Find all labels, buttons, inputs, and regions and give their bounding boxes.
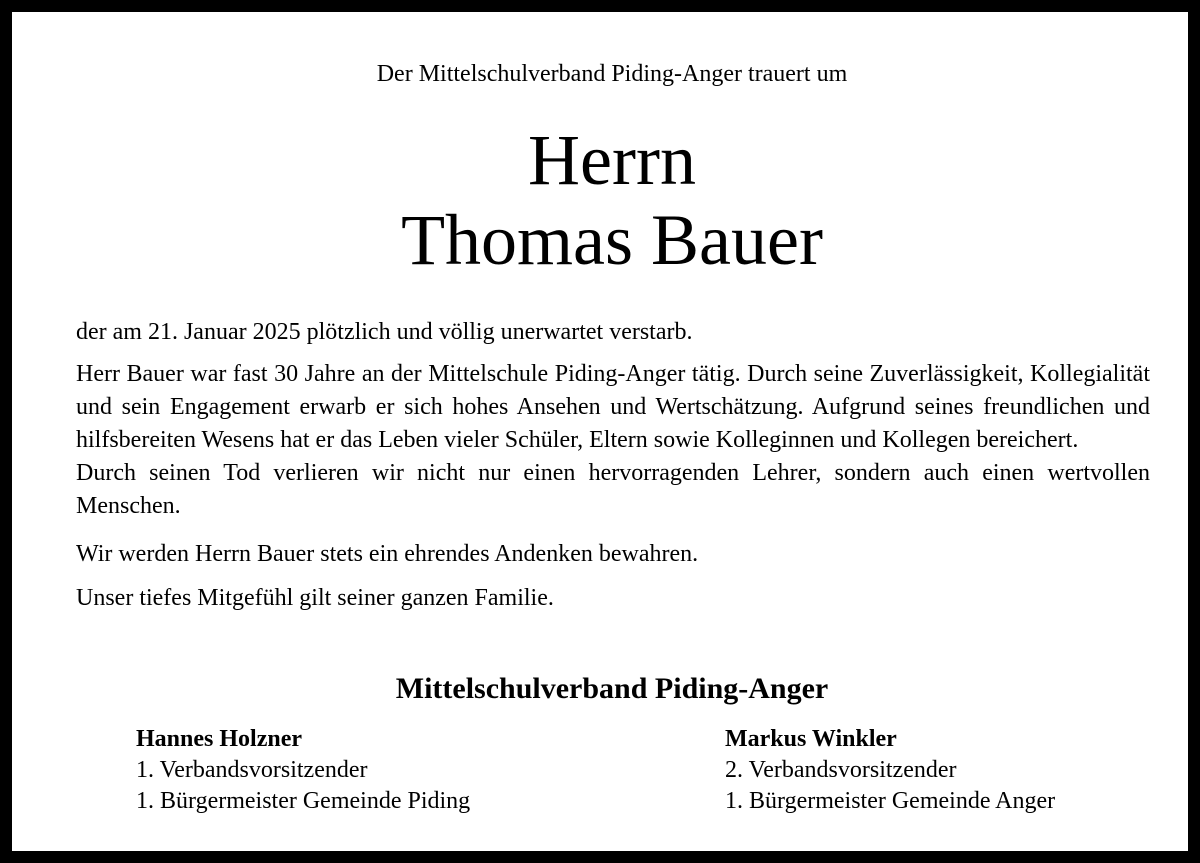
deceased-name-block [12,120,1200,280]
paragraph-passing: der am 21. Januar 2025 plötzlich und völlig unerwartet verstarb. [76,319,693,345]
paragraph-loss: Durch seinen Tod verlieren wir nicht nur einen hervorragenden Lehrer, sondern auch einen wertvollen Menschen. [76,460,1150,519]
signer-name: Markus Winkler [725,726,897,752]
signer-office: 1. Bürgermeister Gemeinde Piding [136,788,471,814]
signer-role: 1. Verbandsvorsitzender [136,757,368,783]
signer-left [136,724,470,817]
signer-name: Hannes Holzner [136,726,302,752]
signer-office: 1. Bürgermeister Gemeinde Anger [725,788,1056,814]
signer-role: 2. Verbandsvorsitzender [725,757,957,783]
intro-line: Der Mittelschulverband Piding-Anger trauert um [376,61,848,87]
salutation: Herrn [528,120,696,200]
deceased-name: Thomas Bauer [401,200,823,280]
organization-name: Mittelschulverband Piding-Anger [395,672,829,705]
paragraph-career: Herr Bauer war fast 30 Jahre an der Mittelschule Piding-Anger tätig. Durch seine Zuverlässigkeit, Kollegialität und sein Engagement erwarb er sich hohes Ansehen und Wertschätzung. Aufgrund seines freundlichen und hilfsbereiten Wesens hat er das Leben vieler Schüler, Eltern sowie Kolleginnen und Kollegen bereichert. [76,361,1150,453]
obituary-body [76,316,1150,615]
paragraph-condolence: Unser tiefes Mitgefühl gilt seiner ganzen Familie. [76,585,554,611]
paragraph-remembrance: Wir werden Herrn Bauer stets ein ehrendes Andenken bewahren. [76,541,699,567]
signer-right [725,724,1055,817]
